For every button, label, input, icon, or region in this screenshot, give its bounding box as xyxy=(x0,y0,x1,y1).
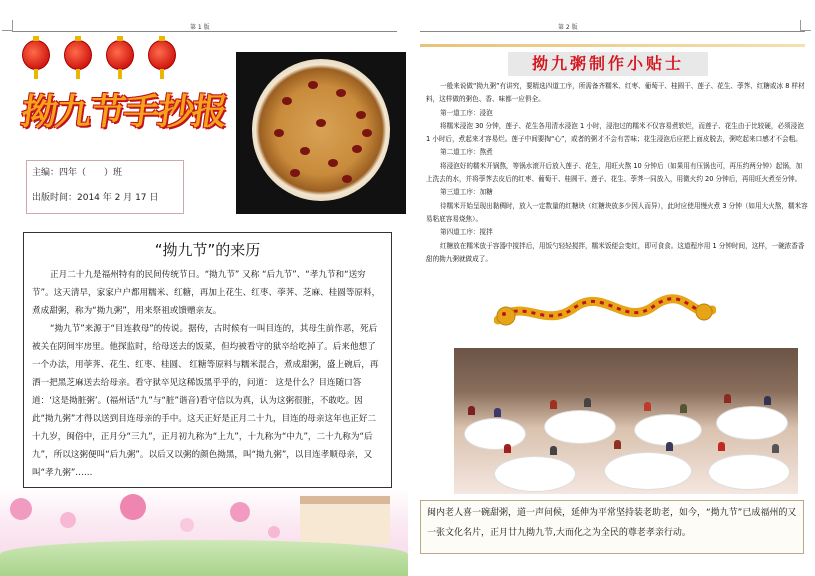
page-title: 拗九节手抄报 xyxy=(18,92,229,133)
photo-caption: 闽内老人喜一碗甜粥，道一声问候，延伸为平常坚持装老助老，如今，“拗九节”已成福州的又一张文化名片，正月廿九拗九节,大而化之为全民的尊老孝亲行动。 xyxy=(420,500,804,554)
hill-decoration xyxy=(0,540,408,576)
page-number: 第 2 版 xyxy=(558,24,578,31)
header-rule xyxy=(12,31,397,32)
info-box xyxy=(26,160,184,214)
recipe-step-heading: 第二道工序：熬煮 xyxy=(440,148,493,157)
page-number: 第 1 版 xyxy=(190,24,210,31)
article-paragraph: 正月二十九是福州特有的民间传统节日。“拗九节” 又称 “后九节”、“孝九节和“送穷节”。这天清早，家家户户都用糯米、红糖，再加上花生、红枣、荸荠、芝麻、桂圆等原料，煮成甜粥，称为“拗九粥”，用来祭祖或馈赠亲友。 xyxy=(32,270,381,316)
recipe-step-heading: 第一道工序：浸泡 xyxy=(440,108,493,117)
banquet-photo xyxy=(454,348,798,494)
recipe-step-heading: 第三道工序：加糖 xyxy=(440,188,493,197)
recipe-paragraph: 红糖放在糯米放于容器中搅拌后，用饭勺轻轻搅拌，糯米饭便会变红，即可食食。这道程序用 1 分钟时间，这样，一碗浓香香甜的拗九粥就做成了。 xyxy=(426,241,805,263)
right-page xyxy=(408,0,815,576)
article-paragraph: “拗九节”来源于“目连救母”的传说。据传，古时候有一叫目连的，其母生前作恶，死后被关在阴间牢房里。他探监时，给母送去的饭菜，但均被看守的狱卒给吃掉了。后来他想了一个办法，用荸荠、花生、红枣、桂圆、 红糖等原料与糯米混合，煮成甜粥，盛上碗后，再洒一把黑芝麻送去给母亲。看守狱卒见这稀饭黑乎乎的，问道： 这是什么？目连随口答道：‘这是拗脏粥’。(福州话“九”与“脏”谐音)看守信以为真，认为这粥很脏，不敢吃。因此“拗九粥”才得以送到目连母亲的手中。这天正好是正月二十九，目连的母亲这年也正好二十九岁，闽俗中，正月分“三九”，正月初九称为“上九”，十九称为“中九”，二十九称为“后九”，所以这粥便叫“后九粥”。以后又以粥的颜色拗黑，叫“拗九粥”，以目连孝顺母亲，又叫“孝九粥”…… xyxy=(32,324,379,478)
date-line: 出版时间：2014 年 2 月 17 日 xyxy=(32,193,159,203)
crop-mark xyxy=(2,20,13,31)
crop-mark xyxy=(800,20,811,31)
lantern-icon xyxy=(22,40,50,70)
recipe-step-heading: 第四道工序：搅拌 xyxy=(440,228,493,237)
lantern-icon xyxy=(64,40,92,70)
lantern-icon xyxy=(106,40,134,70)
recipe-paragraph: 将浸泡好的糯米开锅熬，等锅水滚开后放入莲子、花生，用旺火熬 10 分钟后（如果用有压锅也可，再压约两分钟）起锅，加上洗去的水，并将荸荠去皮后的红枣、葡萄干、桂圆干、莲子、花生、荸荠一同放入，用微火约 20 分钟后，再用旺火煮至分钟。 xyxy=(426,161,803,184)
editor-line: 主编：四年（ ）班 xyxy=(32,168,123,178)
recipe-title: 拗九粥制作小贴士 xyxy=(508,52,708,76)
recipe-text xyxy=(426,80,808,266)
article-box xyxy=(23,232,392,488)
lanterns-decoration xyxy=(22,40,182,80)
porridge-bowl xyxy=(252,59,390,201)
lantern-icon xyxy=(148,40,176,70)
recipe-paragraph: 将糯米浸泡 30 分钟，莲子、花生各用清水浸泡 1 小时，浸泡过的糯米不仅容易煮软烂，而莲子、花生由于比较硬，必须浸泡 1 小时后，煮起来才容易烂。莲子中间要掏“心”，或者的粥才不会有苦味；花生浸泡后应把上面皮脱去，粥吃起来口感才不会粗。 xyxy=(426,121,804,144)
header-rule xyxy=(420,31,805,32)
recipe-paragraph: 待糯米开始呈现出黏稠时，放入一定数量的红糖块（红糖块放多少因人而异），此时应使用慢火煮 3 分钟（如用大火熬，糯米容易粘底容易烧焦）。 xyxy=(426,201,808,223)
article-title: “拗九节”的来历 xyxy=(154,241,261,259)
recipe-paragraph: 一般来说做“拗九粥”有讲究，要精选四道工序，所需备齐糯米、红枣、葡萄干、桂圆干、莲子、花生、荸荠、红糖或冰 8 样材料，这样做的粥色、香、味都一应俱全。 xyxy=(426,82,805,104)
porridge-photo xyxy=(236,52,406,214)
dragon-decoration xyxy=(494,290,716,334)
house-decoration xyxy=(300,496,390,544)
gold-bar xyxy=(420,44,805,47)
